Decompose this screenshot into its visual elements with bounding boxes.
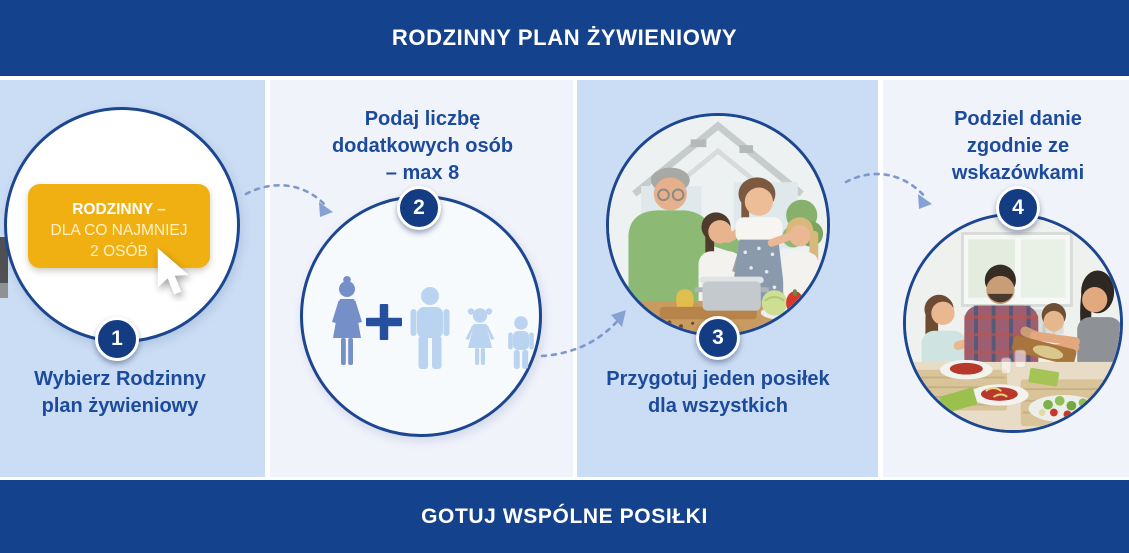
rodzinny-plan-button-line2: DLA CO NAJMNIEJ	[50, 221, 188, 239]
step2-badge: 2	[397, 186, 441, 230]
woman-icon	[325, 276, 369, 368]
man-icon	[404, 286, 456, 370]
step4-heading: Podziel danie zgodnie ze wskazówkami	[951, 108, 1085, 184]
boy-icon	[503, 316, 539, 370]
plus-icon	[366, 304, 402, 340]
header-banner	[0, 0, 1129, 76]
screen-edge-fragment-light	[0, 283, 8, 298]
photo-family-dining	[903, 213, 1123, 433]
step1-badge: 1	[95, 317, 139, 361]
step1-caption: Wybierz Rodzinny plan żywieniowy	[34, 368, 206, 417]
arrow-step2-to-step3-icon	[538, 300, 634, 362]
girl-icon	[458, 306, 502, 368]
photo-family-cooking	[606, 113, 830, 337]
rodzinny-plan-button-title: RODZINNY –	[72, 200, 166, 218]
rodzinny-plan-button-line3: 2 OSÓB	[90, 242, 148, 260]
footer-title: GOTUJ WSPÓLNE POSIŁKI	[421, 505, 708, 528]
step2-heading: Podaj liczbę dodatkowych osób – max 8	[331, 108, 514, 184]
footer-banner	[0, 480, 1129, 553]
page-title: RODZINNY PLAN ŻYWIENIOWY	[391, 25, 738, 50]
step3-caption: Przygotuj jeden posiłek dla wszystkich	[606, 368, 830, 417]
cursor-icon	[152, 246, 198, 307]
step3-badge: 3	[696, 316, 740, 360]
step4-badge: 4	[996, 186, 1040, 230]
